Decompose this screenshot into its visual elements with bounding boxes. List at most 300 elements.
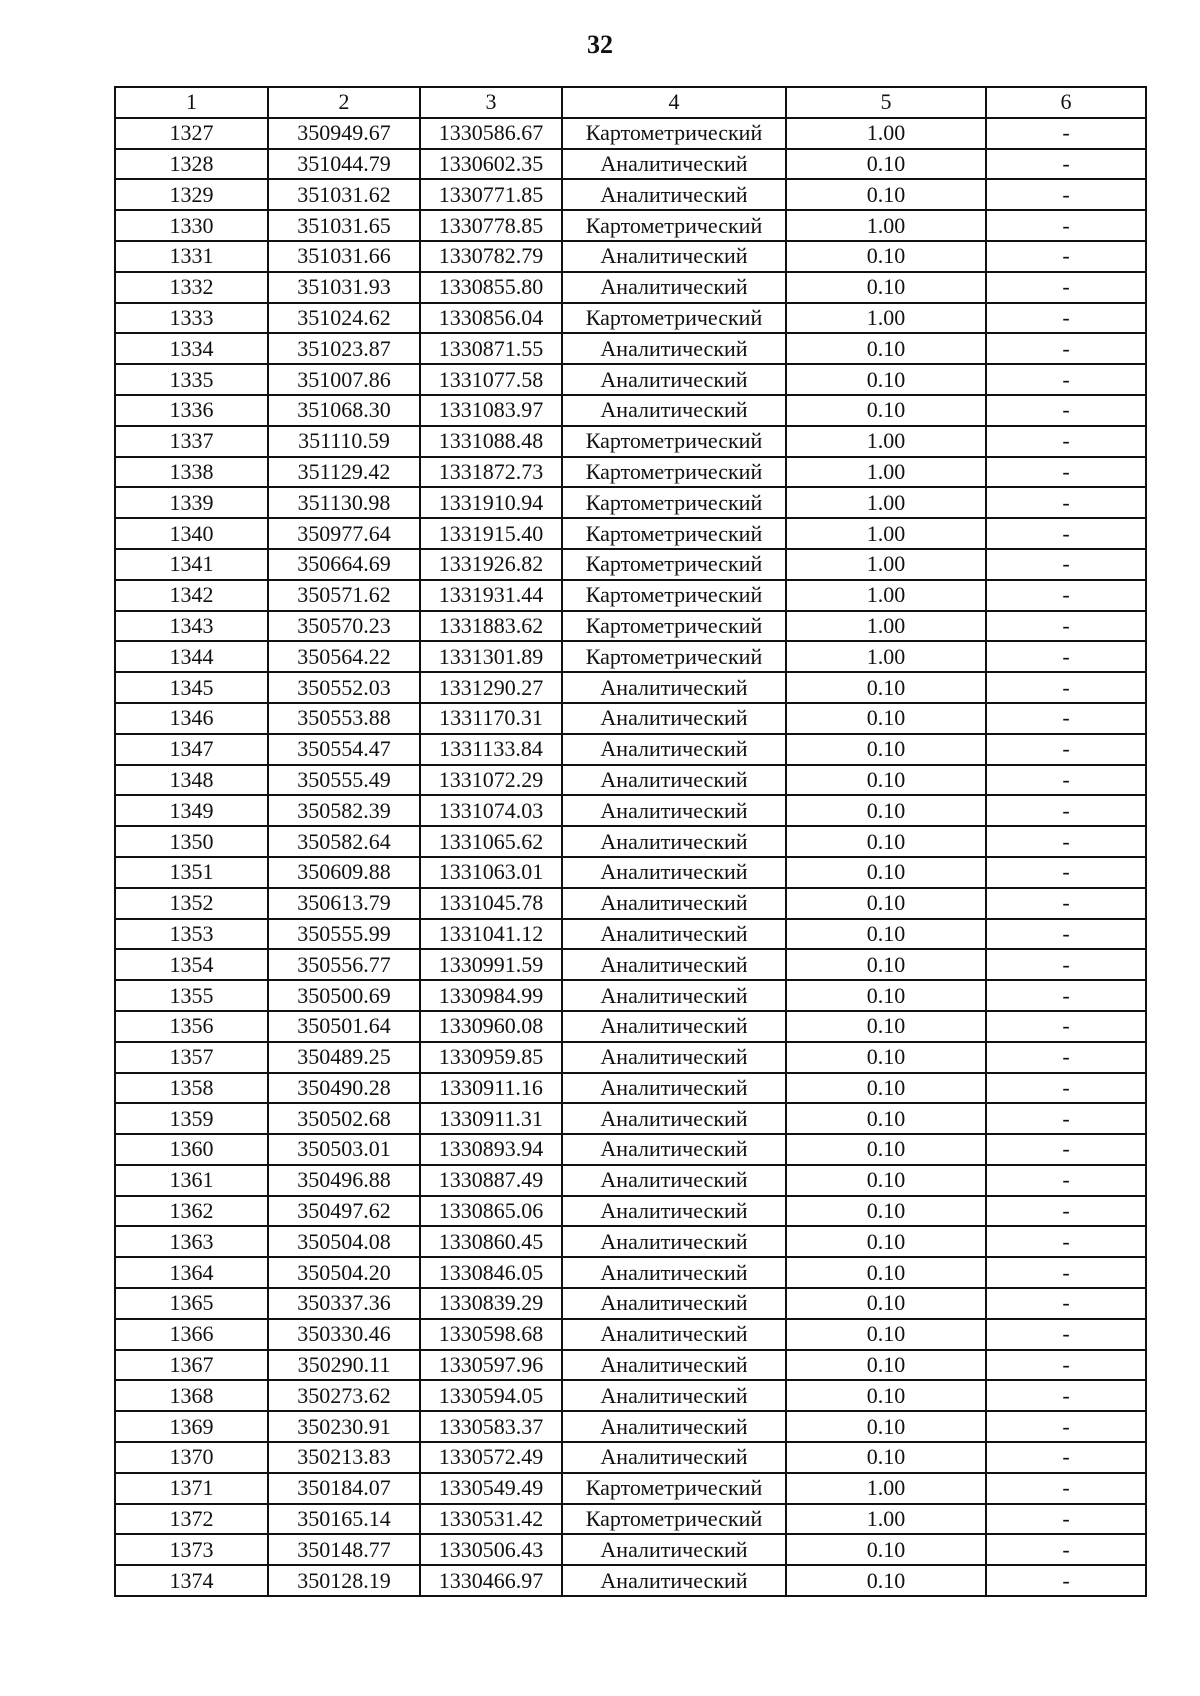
table-row <box>115 518 1146 549</box>
point-number-cell: 1341 <box>115 549 268 580</box>
y-coordinate-cell: 1330782.79 <box>420 241 562 272</box>
table-row <box>115 179 1146 210</box>
accuracy-cell: 0.10 <box>786 333 986 364</box>
note-cell: - <box>986 426 1146 457</box>
method-cell: Картометрический <box>562 303 786 334</box>
point-number-cell: 1357 <box>115 1042 268 1073</box>
coordinates-table <box>114 86 1147 1597</box>
point-number-cell: 1350 <box>115 826 268 857</box>
point-number-cell: 1359 <box>115 1103 268 1134</box>
note-cell: - <box>986 149 1146 180</box>
accuracy-cell: 1.00 <box>786 457 986 488</box>
y-coordinate-cell: 1330549.49 <box>420 1473 562 1504</box>
accuracy-cell: 0.10 <box>786 672 986 703</box>
table-row <box>115 118 1146 149</box>
point-number-cell: 1335 <box>115 364 268 395</box>
note-cell: - <box>986 919 1146 950</box>
x-coordinate-cell: 350555.49 <box>268 765 420 796</box>
method-cell: Аналитический <box>562 179 786 210</box>
x-coordinate-cell: 350165.14 <box>268 1504 420 1535</box>
point-number-cell: 1354 <box>115 949 268 980</box>
y-coordinate-cell: 1330572.49 <box>420 1442 562 1473</box>
y-coordinate-cell: 1330911.31 <box>420 1103 562 1134</box>
table-row <box>115 1103 1146 1134</box>
point-number-cell: 1344 <box>115 641 268 672</box>
point-number-cell: 1361 <box>115 1165 268 1196</box>
note-cell: - <box>986 395 1146 426</box>
x-coordinate-cell: 350230.91 <box>268 1411 420 1442</box>
table-row <box>115 549 1146 580</box>
y-coordinate-cell: 1331290.27 <box>420 672 562 703</box>
note-cell: - <box>986 210 1146 241</box>
y-coordinate-cell: 1330771.85 <box>420 179 562 210</box>
accuracy-cell: 0.10 <box>786 857 986 888</box>
method-cell: Картометрический <box>562 549 786 580</box>
table-row <box>115 272 1146 303</box>
x-coordinate-cell: 350500.69 <box>268 980 420 1011</box>
table-row <box>115 1380 1146 1411</box>
accuracy-cell: 0.10 <box>786 826 986 857</box>
method-cell: Аналитический <box>562 1350 786 1381</box>
method-cell: Аналитический <box>562 1134 786 1165</box>
table-row <box>115 580 1146 611</box>
point-number-cell: 1332 <box>115 272 268 303</box>
table-row <box>115 1165 1146 1196</box>
x-coordinate-cell: 350552.03 <box>268 672 420 703</box>
accuracy-cell: 0.10 <box>786 1165 986 1196</box>
y-coordinate-cell: 1330871.55 <box>420 333 562 364</box>
table-row <box>115 734 1146 765</box>
point-number-cell: 1345 <box>115 672 268 703</box>
y-coordinate-cell: 1330506.43 <box>420 1534 562 1565</box>
y-coordinate-cell: 1331915.40 <box>420 518 562 549</box>
accuracy-cell: 0.10 <box>786 1319 986 1350</box>
note-cell: - <box>986 364 1146 395</box>
column-header: 2 <box>268 87 420 118</box>
note-cell: - <box>986 641 1146 672</box>
column-header: 3 <box>420 87 562 118</box>
method-cell: Аналитический <box>562 1257 786 1288</box>
accuracy-cell: 0.10 <box>786 1350 986 1381</box>
accuracy-cell: 1.00 <box>786 611 986 642</box>
method-cell: Аналитический <box>562 241 786 272</box>
note-cell: - <box>986 457 1146 488</box>
method-cell: Аналитический <box>562 949 786 980</box>
point-number-cell: 1343 <box>115 611 268 642</box>
point-number-cell: 1365 <box>115 1288 268 1319</box>
note-cell: - <box>986 1165 1146 1196</box>
table-row <box>115 1226 1146 1257</box>
note-cell: - <box>986 549 1146 580</box>
y-coordinate-cell: 1330839.29 <box>420 1288 562 1319</box>
point-number-cell: 1367 <box>115 1350 268 1381</box>
y-coordinate-cell: 1331045.78 <box>420 888 562 919</box>
x-coordinate-cell: 350949.67 <box>268 118 420 149</box>
accuracy-cell: 0.10 <box>786 179 986 210</box>
x-coordinate-cell: 350977.64 <box>268 518 420 549</box>
y-coordinate-cell: 1330860.45 <box>420 1226 562 1257</box>
y-coordinate-cell: 1330911.16 <box>420 1073 562 1104</box>
method-cell: Аналитический <box>562 1165 786 1196</box>
x-coordinate-cell: 351023.87 <box>268 333 420 364</box>
accuracy-cell: 0.10 <box>786 241 986 272</box>
x-coordinate-cell: 350582.39 <box>268 795 420 826</box>
note-cell: - <box>986 1473 1146 1504</box>
note-cell: - <box>986 1011 1146 1042</box>
accuracy-cell: 0.10 <box>786 1288 986 1319</box>
y-coordinate-cell: 1330893.94 <box>420 1134 562 1165</box>
accuracy-cell: 1.00 <box>786 303 986 334</box>
table-row <box>115 1134 1146 1165</box>
table-row <box>115 210 1146 241</box>
y-coordinate-cell: 1330984.99 <box>420 980 562 1011</box>
table-row <box>115 1288 1146 1319</box>
table-row <box>115 364 1146 395</box>
note-cell: - <box>986 1411 1146 1442</box>
x-coordinate-cell: 350609.88 <box>268 857 420 888</box>
point-number-cell: 1370 <box>115 1442 268 1473</box>
x-coordinate-cell: 351044.79 <box>268 149 420 180</box>
x-coordinate-cell: 350330.46 <box>268 1319 420 1350</box>
accuracy-cell: 0.10 <box>786 703 986 734</box>
method-cell: Аналитический <box>562 1319 786 1350</box>
x-coordinate-cell: 350553.88 <box>268 703 420 734</box>
x-coordinate-cell: 351024.62 <box>268 303 420 334</box>
point-number-cell: 1358 <box>115 1073 268 1104</box>
note-cell: - <box>986 1288 1146 1319</box>
table-row <box>115 949 1146 980</box>
method-cell: Аналитический <box>562 1442 786 1473</box>
method-cell: Аналитический <box>562 364 786 395</box>
method-cell: Аналитический <box>562 1565 786 1596</box>
y-coordinate-cell: 1330602.35 <box>420 149 562 180</box>
y-coordinate-cell: 1330531.42 <box>420 1504 562 1535</box>
method-cell: Аналитический <box>562 888 786 919</box>
x-coordinate-cell: 351031.62 <box>268 179 420 210</box>
table-row <box>115 1534 1146 1565</box>
x-coordinate-cell: 350490.28 <box>268 1073 420 1104</box>
y-coordinate-cell: 1330598.68 <box>420 1319 562 1350</box>
x-coordinate-cell: 350213.83 <box>268 1442 420 1473</box>
method-cell: Картометрический <box>562 210 786 241</box>
method-cell: Аналитический <box>562 826 786 857</box>
accuracy-cell: 0.10 <box>786 1411 986 1442</box>
note-cell: - <box>986 303 1146 334</box>
table-row <box>115 703 1146 734</box>
point-number-cell: 1369 <box>115 1411 268 1442</box>
method-cell: Картометрический <box>562 118 786 149</box>
x-coordinate-cell: 351110.59 <box>268 426 420 457</box>
table-row <box>115 641 1146 672</box>
x-coordinate-cell: 350501.64 <box>268 1011 420 1042</box>
method-cell: Аналитический <box>562 1103 786 1134</box>
method-cell: Аналитический <box>562 1042 786 1073</box>
accuracy-cell: 0.10 <box>786 765 986 796</box>
y-coordinate-cell: 1331926.82 <box>420 549 562 580</box>
note-cell: - <box>986 1073 1146 1104</box>
table-row <box>115 241 1146 272</box>
table-row <box>115 1350 1146 1381</box>
note-cell: - <box>986 1103 1146 1134</box>
table-row <box>115 826 1146 857</box>
point-number-cell: 1340 <box>115 518 268 549</box>
y-coordinate-cell: 1331931.44 <box>420 580 562 611</box>
note-cell: - <box>986 272 1146 303</box>
accuracy-cell: 1.00 <box>786 641 986 672</box>
x-coordinate-cell: 350564.22 <box>268 641 420 672</box>
note-cell: - <box>986 333 1146 364</box>
accuracy-cell: 0.10 <box>786 919 986 950</box>
y-coordinate-cell: 1331910.94 <box>420 487 562 518</box>
note-cell: - <box>986 1565 1146 1596</box>
accuracy-cell: 0.10 <box>786 1257 986 1288</box>
point-number-cell: 1334 <box>115 333 268 364</box>
point-number-cell: 1331 <box>115 241 268 272</box>
note-cell: - <box>986 795 1146 826</box>
x-coordinate-cell: 350184.07 <box>268 1473 420 1504</box>
point-number-cell: 1355 <box>115 980 268 1011</box>
x-coordinate-cell: 351031.66 <box>268 241 420 272</box>
point-number-cell: 1339 <box>115 487 268 518</box>
point-number-cell: 1351 <box>115 857 268 888</box>
column-header: 6 <box>986 87 1146 118</box>
accuracy-cell: 1.00 <box>786 1504 986 1535</box>
table-row <box>115 1565 1146 1596</box>
x-coordinate-cell: 350503.01 <box>268 1134 420 1165</box>
accuracy-cell: 0.10 <box>786 1534 986 1565</box>
accuracy-cell: 1.00 <box>786 487 986 518</box>
note-cell: - <box>986 1380 1146 1411</box>
table-row <box>115 149 1146 180</box>
table-row <box>115 980 1146 1011</box>
point-number-cell: 1374 <box>115 1565 268 1596</box>
point-number-cell: 1368 <box>115 1380 268 1411</box>
y-coordinate-cell: 1331088.48 <box>420 426 562 457</box>
accuracy-cell: 1.00 <box>786 549 986 580</box>
accuracy-cell: 0.10 <box>786 395 986 426</box>
y-coordinate-cell: 1330887.49 <box>420 1165 562 1196</box>
method-cell: Аналитический <box>562 919 786 950</box>
x-coordinate-cell: 350555.99 <box>268 919 420 950</box>
note-cell: - <box>986 179 1146 210</box>
accuracy-cell: 0.10 <box>786 149 986 180</box>
accuracy-cell: 0.10 <box>786 1226 986 1257</box>
x-coordinate-cell: 350496.88 <box>268 1165 420 1196</box>
point-number-cell: 1337 <box>115 426 268 457</box>
method-cell: Аналитический <box>562 333 786 364</box>
page-number: 32 <box>587 30 613 59</box>
x-coordinate-cell: 350337.36 <box>268 1288 420 1319</box>
method-cell: Аналитический <box>562 1196 786 1227</box>
table-row <box>115 1442 1146 1473</box>
note-cell: - <box>986 857 1146 888</box>
table-row <box>115 672 1146 703</box>
y-coordinate-cell: 1330597.96 <box>420 1350 562 1381</box>
method-cell: Аналитический <box>562 1288 786 1319</box>
table-row <box>115 1473 1146 1504</box>
method-cell: Аналитический <box>562 857 786 888</box>
column-header: 5 <box>786 87 986 118</box>
accuracy-cell: 1.00 <box>786 518 986 549</box>
accuracy-cell: 0.10 <box>786 1103 986 1134</box>
y-coordinate-cell: 1331170.31 <box>420 703 562 734</box>
table-row <box>115 1504 1146 1535</box>
point-number-cell: 1348 <box>115 765 268 796</box>
x-coordinate-cell: 350290.11 <box>268 1350 420 1381</box>
method-cell: Аналитический <box>562 734 786 765</box>
accuracy-cell: 0.10 <box>786 888 986 919</box>
y-coordinate-cell: 1331063.01 <box>420 857 562 888</box>
y-coordinate-cell: 1331041.12 <box>420 919 562 950</box>
accuracy-cell: 0.10 <box>786 980 986 1011</box>
point-number-cell: 1366 <box>115 1319 268 1350</box>
x-coordinate-cell: 351129.42 <box>268 457 420 488</box>
table-row <box>115 1319 1146 1350</box>
accuracy-cell: 0.10 <box>786 1196 986 1227</box>
y-coordinate-cell: 1331077.58 <box>420 364 562 395</box>
method-cell: Аналитический <box>562 980 786 1011</box>
x-coordinate-cell: 350582.64 <box>268 826 420 857</box>
x-coordinate-cell: 351007.86 <box>268 364 420 395</box>
point-number-cell: 1373 <box>115 1534 268 1565</box>
x-coordinate-cell: 350504.20 <box>268 1257 420 1288</box>
point-number-cell: 1362 <box>115 1196 268 1227</box>
x-coordinate-cell: 350570.23 <box>268 611 420 642</box>
note-cell: - <box>986 118 1146 149</box>
y-coordinate-cell: 1330466.97 <box>420 1565 562 1596</box>
y-coordinate-cell: 1330855.80 <box>420 272 562 303</box>
point-number-cell: 1372 <box>115 1504 268 1535</box>
x-coordinate-cell: 350571.62 <box>268 580 420 611</box>
note-cell: - <box>986 1319 1146 1350</box>
x-coordinate-cell: 350148.77 <box>268 1534 420 1565</box>
y-coordinate-cell: 1331872.73 <box>420 457 562 488</box>
accuracy-cell: 1.00 <box>786 580 986 611</box>
note-cell: - <box>986 1504 1146 1535</box>
note-cell: - <box>986 765 1146 796</box>
point-number-cell: 1330 <box>115 210 268 241</box>
x-coordinate-cell: 350497.62 <box>268 1196 420 1227</box>
point-number-cell: 1347 <box>115 734 268 765</box>
point-number-cell: 1364 <box>115 1257 268 1288</box>
y-coordinate-cell: 1331883.62 <box>420 611 562 642</box>
note-cell: - <box>986 487 1146 518</box>
x-coordinate-cell: 351031.65 <box>268 210 420 241</box>
note-cell: - <box>986 1134 1146 1165</box>
column-header: 4 <box>562 87 786 118</box>
accuracy-cell: 0.10 <box>786 364 986 395</box>
x-coordinate-cell: 350554.47 <box>268 734 420 765</box>
note-cell: - <box>986 949 1146 980</box>
accuracy-cell: 0.10 <box>786 1565 986 1596</box>
table-row <box>115 333 1146 364</box>
note-cell: - <box>986 611 1146 642</box>
y-coordinate-cell: 1330778.85 <box>420 210 562 241</box>
table-row <box>115 1196 1146 1227</box>
note-cell: - <box>986 518 1146 549</box>
method-cell: Картометрический <box>562 580 786 611</box>
method-cell: Аналитический <box>562 703 786 734</box>
table-row <box>115 1011 1146 1042</box>
point-number-cell: 1327 <box>115 118 268 149</box>
table-row <box>115 426 1146 457</box>
table-row <box>115 611 1146 642</box>
table-header-row <box>115 87 1146 118</box>
point-number-cell: 1353 <box>115 919 268 950</box>
y-coordinate-cell: 1330586.67 <box>420 118 562 149</box>
note-cell: - <box>986 980 1146 1011</box>
accuracy-cell: 1.00 <box>786 426 986 457</box>
point-number-cell: 1338 <box>115 457 268 488</box>
method-cell: Картометрический <box>562 518 786 549</box>
x-coordinate-cell: 350128.19 <box>268 1565 420 1596</box>
method-cell: Аналитический <box>562 1534 786 1565</box>
point-number-cell: 1363 <box>115 1226 268 1257</box>
method-cell: Картометрический <box>562 1504 786 1535</box>
point-number-cell: 1329 <box>115 179 268 210</box>
y-coordinate-cell: 1330991.59 <box>420 949 562 980</box>
accuracy-cell: 0.10 <box>786 1134 986 1165</box>
x-coordinate-cell: 350613.79 <box>268 888 420 919</box>
note-cell: - <box>986 1196 1146 1227</box>
point-number-cell: 1356 <box>115 1011 268 1042</box>
method-cell: Аналитический <box>562 1411 786 1442</box>
method-cell: Аналитический <box>562 1073 786 1104</box>
x-coordinate-cell: 350502.68 <box>268 1103 420 1134</box>
note-cell: - <box>986 241 1146 272</box>
point-number-cell: 1328 <box>115 149 268 180</box>
table-row <box>115 765 1146 796</box>
table-row <box>115 857 1146 888</box>
table-row <box>115 1042 1146 1073</box>
accuracy-cell: 0.10 <box>786 1442 986 1473</box>
accuracy-cell: 0.10 <box>786 1380 986 1411</box>
method-cell: Аналитический <box>562 1226 786 1257</box>
table-row <box>115 919 1146 950</box>
method-cell: Картометрический <box>562 457 786 488</box>
accuracy-cell: 0.10 <box>786 272 986 303</box>
table-row <box>115 888 1146 919</box>
method-cell: Аналитический <box>562 1380 786 1411</box>
x-coordinate-cell: 350504.08 <box>268 1226 420 1257</box>
method-cell: Аналитический <box>562 765 786 796</box>
note-cell: - <box>986 1257 1146 1288</box>
y-coordinate-cell: 1331074.03 <box>420 795 562 826</box>
method-cell: Картометрический <box>562 487 786 518</box>
method-cell: Картометрический <box>562 1473 786 1504</box>
x-coordinate-cell: 351031.93 <box>268 272 420 303</box>
y-coordinate-cell: 1330865.06 <box>420 1196 562 1227</box>
y-coordinate-cell: 1330960.08 <box>420 1011 562 1042</box>
note-cell: - <box>986 826 1146 857</box>
x-coordinate-cell: 351068.30 <box>268 395 420 426</box>
y-coordinate-cell: 1331072.29 <box>420 765 562 796</box>
y-coordinate-cell: 1331065.62 <box>420 826 562 857</box>
x-coordinate-cell: 350489.25 <box>268 1042 420 1073</box>
point-number-cell: 1352 <box>115 888 268 919</box>
table-row <box>115 1073 1146 1104</box>
column-header: 1 <box>115 87 268 118</box>
y-coordinate-cell: 1331301.89 <box>420 641 562 672</box>
y-coordinate-cell: 1330959.85 <box>420 1042 562 1073</box>
method-cell: Аналитический <box>562 272 786 303</box>
point-number-cell: 1360 <box>115 1134 268 1165</box>
x-coordinate-cell: 350273.62 <box>268 1380 420 1411</box>
y-coordinate-cell: 1330594.05 <box>420 1380 562 1411</box>
table-row <box>115 1257 1146 1288</box>
table-row <box>115 487 1146 518</box>
x-coordinate-cell: 350664.69 <box>268 549 420 580</box>
